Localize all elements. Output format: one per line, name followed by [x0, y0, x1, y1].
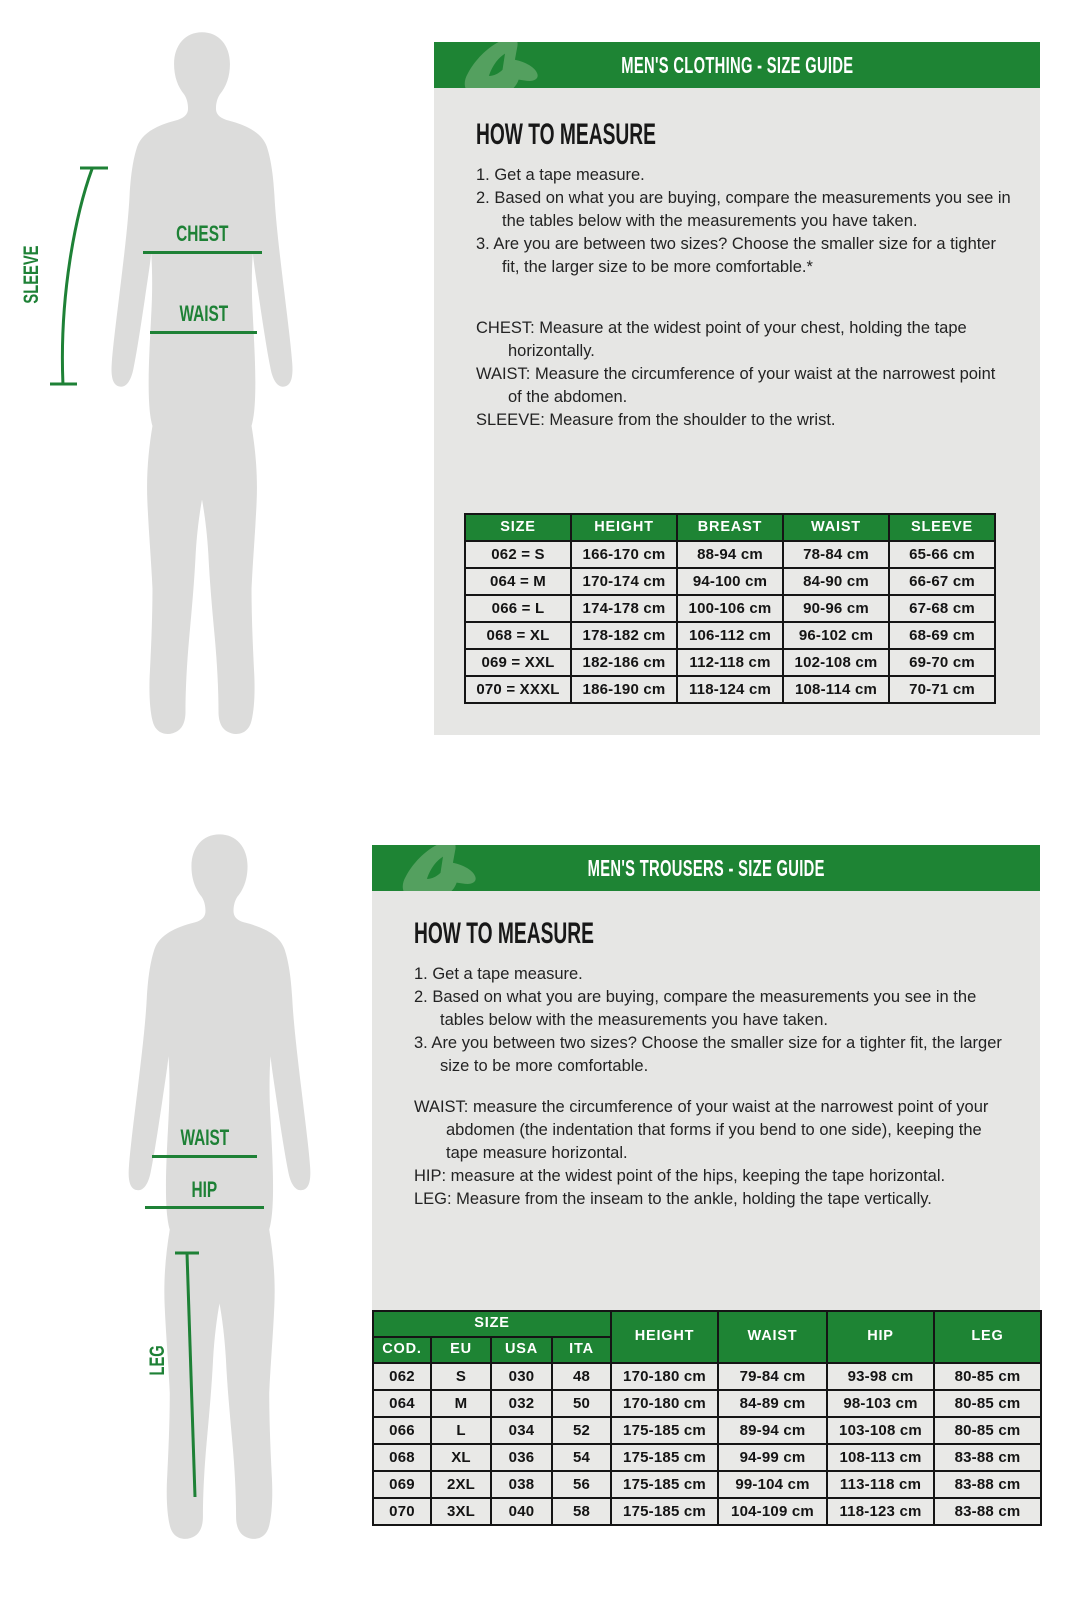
table-cell: 066 = L [465, 595, 571, 622]
table-cell: 68-69 cm [889, 622, 995, 649]
column-header: SLEEVE [889, 514, 995, 541]
table-cell: 69-70 cm [889, 649, 995, 676]
table-cell: 175-185 cm [611, 1417, 718, 1444]
table-cell: 118-124 cm [677, 676, 783, 703]
table-row [465, 541, 995, 568]
column-header: HEIGHT [611, 1311, 718, 1363]
table-cell: 175-185 cm [611, 1471, 718, 1498]
measure-step: 3. Are you are between two sizes? Choose the smaller size for a tighter fit, the larger size to be more comfortable.* [476, 235, 997, 276]
table-cell: 170-174 cm [571, 568, 677, 595]
column-header: BREAST [677, 514, 783, 541]
measure-step: 2. Based on what you are buying, compare the measurements you see in the tables below with the measurements you have taken. [414, 988, 977, 1029]
measure-note: WAIST: Measure the circumference of your waist at the narrowest point of the abdomen. [476, 365, 996, 406]
table-cell: 100-106 cm [677, 595, 783, 622]
table-cell: 98-103 cm [827, 1390, 934, 1417]
chest-label: CHEST [176, 221, 229, 246]
clothing-table-header-row [465, 514, 995, 541]
table-cell: 064 [373, 1390, 431, 1417]
column-header: COD. [373, 1337, 431, 1363]
table-cell: 174-178 cm [571, 595, 677, 622]
trousers-measure-notes [414, 1096, 1002, 1211]
clothing-waist-label: WAIST [179, 301, 228, 326]
table-cell: 108-114 cm [783, 676, 889, 703]
table-cell: 48 [552, 1363, 611, 1390]
trousers-how-to-measure-heading: HOW TO MEASURE [414, 917, 594, 950]
trousers-guide-title: MEN'S TROUSERS - SIZE GUIDE [587, 854, 825, 881]
table-cell: 068 [373, 1444, 431, 1471]
table-cell: 069 = XXL [465, 649, 571, 676]
measure-note: SLEEVE: Measure from the shoulder to the wrist. [476, 411, 836, 429]
table-cell: 175-185 cm [611, 1498, 718, 1525]
measure-note: HIP: measure at the widest point of the hips, keeping the tape horizontal. [414, 1167, 946, 1185]
table-cell: 70-71 cm [889, 676, 995, 703]
measure-note: LEG: Measure from the inseam to the ankle, holding the tape vertically. [414, 1190, 932, 1208]
measure-step: 1. Get a tape measure. [414, 965, 583, 983]
table-cell: 88-94 cm [677, 541, 783, 568]
column-header: LEG [934, 1311, 1041, 1363]
clothing-guide-content [434, 88, 1040, 432]
table-cell: 062 = S [465, 541, 571, 568]
table-row [465, 595, 995, 622]
table-cell: 3XL [431, 1498, 491, 1525]
table-cell: 108-113 cm [827, 1444, 934, 1471]
table-cell: 80-85 cm [934, 1417, 1041, 1444]
clothing-guide-title: MEN'S CLOTHING - SIZE GUIDE [620, 51, 854, 78]
table-cell: 070 [373, 1498, 431, 1525]
table-cell: 170-180 cm [611, 1363, 718, 1390]
table-cell: 036 [491, 1444, 552, 1471]
clothing-waist-line [150, 331, 257, 334]
column-header: WAIST [783, 514, 889, 541]
clothing-measure-notes [476, 317, 1012, 432]
table-cell: 66-67 cm [889, 568, 995, 595]
table-cell: 032 [491, 1390, 552, 1417]
table-cell: 78-84 cm [783, 541, 889, 568]
table-cell: 104-109 cm [718, 1498, 827, 1525]
trousers-guide-panel [372, 845, 1040, 1523]
sleeve-measure-bracket [40, 155, 130, 400]
table-cell: 83-88 cm [934, 1471, 1041, 1498]
table-cell: XL [431, 1444, 491, 1471]
table-cell: 068 = XL [465, 622, 571, 649]
trousers-waist-line [152, 1155, 257, 1158]
clothing-guide-panel [434, 42, 1040, 735]
measure-step: 1. Get a tape measure. [476, 166, 645, 184]
trousers-size-table [372, 1310, 1042, 1526]
table-cell: 65-66 cm [889, 541, 995, 568]
table-cell: 112-118 cm [677, 649, 783, 676]
table-cell: 79-84 cm [718, 1363, 827, 1390]
table-cell: 58 [552, 1498, 611, 1525]
table-cell: 84-90 cm [783, 568, 889, 595]
trousers-measure-steps [414, 963, 1002, 1078]
column-header: WAIST [718, 1311, 827, 1363]
table-cell: S [431, 1363, 491, 1390]
table-cell: L [431, 1417, 491, 1444]
leg-measure-line [165, 1245, 210, 1501]
table-cell: 175-185 cm [611, 1444, 718, 1471]
table-cell: 040 [491, 1498, 552, 1525]
table-cell: 2XL [431, 1471, 491, 1498]
measure-note: CHEST: Measure at the widest point of your chest, holding the tape horizontally. [476, 319, 967, 360]
table-row [465, 568, 995, 595]
table-cell: 103-108 cm [827, 1417, 934, 1444]
sleeve-label: SLEEVE [20, 245, 43, 305]
table-cell: 066 [373, 1417, 431, 1444]
table-cell: 166-170 cm [571, 541, 677, 568]
size-group-header: SIZE [373, 1311, 611, 1337]
trousers-waist-label: WAIST [180, 1125, 229, 1150]
table-row [373, 1471, 1041, 1498]
table-cell: 064 = M [465, 568, 571, 595]
table-cell: 67-68 cm [889, 595, 995, 622]
table-cell: 178-182 cm [571, 622, 677, 649]
table-cell: 52 [552, 1417, 611, 1444]
table-cell: 83-88 cm [934, 1498, 1041, 1525]
table-cell: 030 [491, 1363, 552, 1390]
table-cell: 102-108 cm [783, 649, 889, 676]
table-cell: 186-190 cm [571, 676, 677, 703]
table-cell: 070 = XXXL [465, 676, 571, 703]
clothing-how-to-measure-heading: HOW TO MEASURE [476, 118, 656, 151]
hip-label: HIP [191, 1177, 218, 1202]
table-cell: 93-98 cm [827, 1363, 934, 1390]
table-cell: 54 [552, 1444, 611, 1471]
table-row [373, 1363, 1041, 1390]
trousers-table-group-header-row [373, 1311, 1041, 1337]
table-cell: 50 [552, 1390, 611, 1417]
table-cell: 118-123 cm [827, 1498, 934, 1525]
measure-step: 3. Are you between two sizes? Choose the smaller size for a tighter fit, the larger size to be more comfortable. [414, 1034, 1002, 1075]
table-cell: 113-118 cm [827, 1471, 934, 1498]
table-cell: 038 [491, 1471, 552, 1498]
table-row [373, 1417, 1041, 1444]
table-cell: 94-99 cm [718, 1444, 827, 1471]
table-cell: 89-94 cm [718, 1417, 827, 1444]
column-header: EU [431, 1337, 491, 1363]
table-cell: 80-85 cm [934, 1363, 1041, 1390]
table-cell: 99-104 cm [718, 1471, 827, 1498]
column-header: ITA [552, 1337, 611, 1363]
table-cell: 106-112 cm [677, 622, 783, 649]
chest-line [143, 251, 262, 254]
table-cell: 069 [373, 1471, 431, 1498]
table-cell: M [431, 1390, 491, 1417]
table-cell: 90-96 cm [783, 595, 889, 622]
table-cell: 94-100 cm [677, 568, 783, 595]
table-row [373, 1498, 1041, 1525]
table-cell: 83-88 cm [934, 1444, 1041, 1471]
column-header: SIZE [465, 514, 571, 541]
table-row [373, 1444, 1041, 1471]
column-header: HEIGHT [571, 514, 677, 541]
table-cell: 80-85 cm [934, 1390, 1041, 1417]
measure-note: WAIST: measure the circumference of your waist at the narrowest point of your abdomen (the indentation that forms if you bend to one side), keeping the tape measure horizontal. [414, 1098, 989, 1162]
trousers-guide-header-bar [372, 845, 1040, 891]
table-cell: 170-180 cm [611, 1390, 718, 1417]
hip-line [145, 1206, 264, 1209]
table-cell: 56 [552, 1471, 611, 1498]
table-row [465, 649, 995, 676]
column-header: USA [491, 1337, 552, 1363]
table-cell: 062 [373, 1363, 431, 1390]
table-cell: 034 [491, 1417, 552, 1444]
trousers-guide-content [372, 891, 1040, 1211]
clothing-measure-steps [476, 164, 1012, 279]
table-row [465, 676, 995, 703]
table-cell: 96-102 cm [783, 622, 889, 649]
table-cell: 84-89 cm [718, 1390, 827, 1417]
measure-step: 2. Based on what you are buying, compare the measurements you see in the tables below with the measurements you have taken. [476, 189, 1011, 230]
acerbis-logo-icon [434, 42, 580, 88]
table-row [465, 622, 995, 649]
table-row [373, 1390, 1041, 1417]
acerbis-logo-icon [372, 845, 518, 891]
table-cell: 182-186 cm [571, 649, 677, 676]
leg-label: LEG [146, 1344, 169, 1376]
column-header: HIP [827, 1311, 934, 1363]
clothing-guide-header-bar [434, 42, 1040, 88]
clothing-size-table [464, 513, 996, 704]
